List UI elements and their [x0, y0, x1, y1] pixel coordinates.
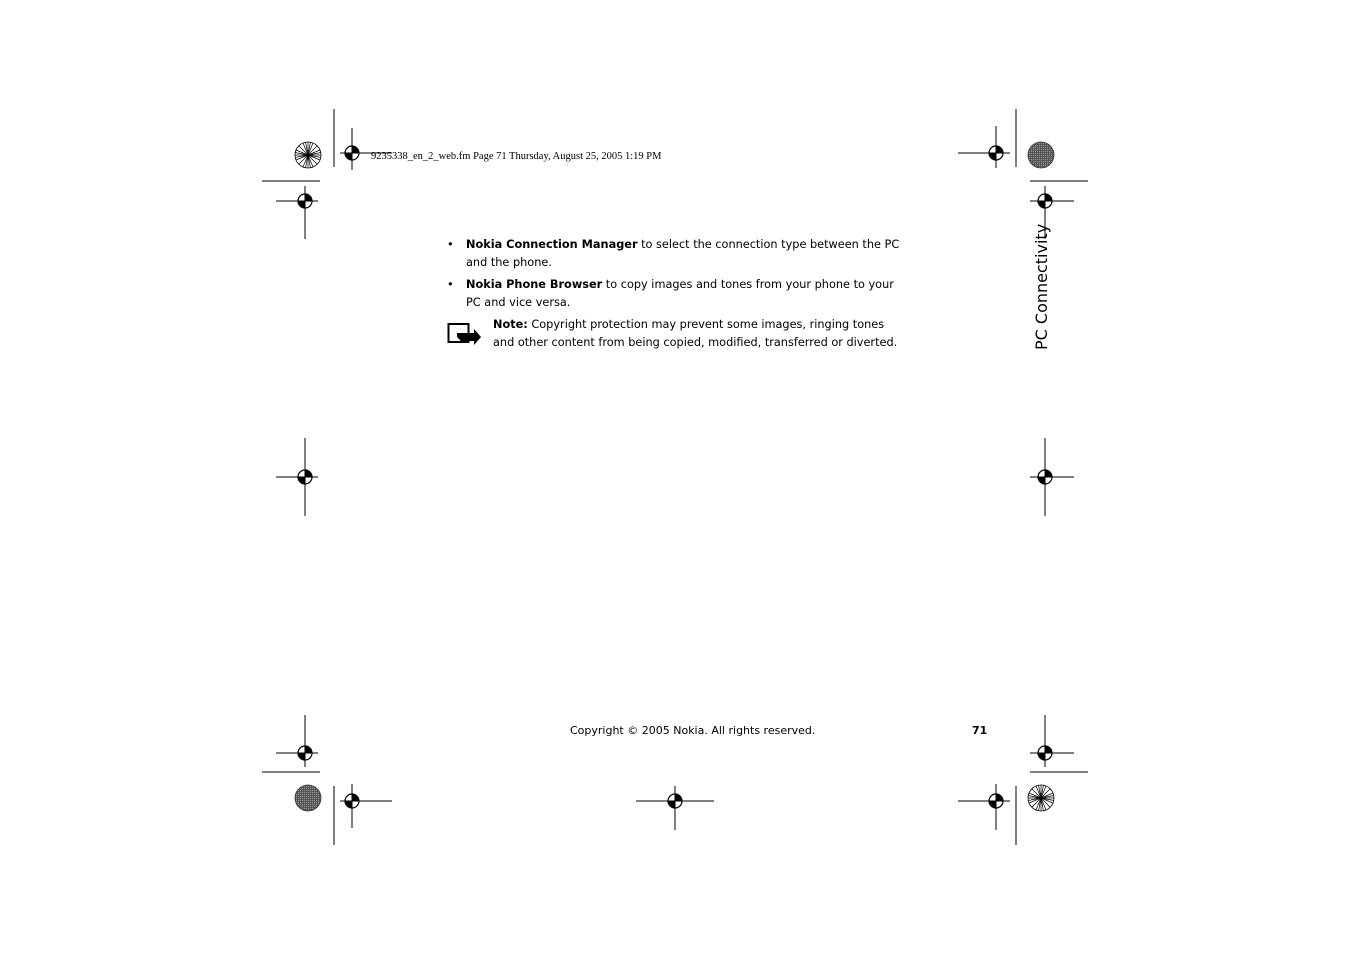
- bullet-description: to select the connection type between the PC and the phone.: [466, 238, 900, 269]
- bullet-term: Nokia Connection Manager: [466, 238, 638, 251]
- bullet-item-connection-manager: [447, 236, 902, 272]
- bullet-description: to copy images and tones from your phone to your PC and vice versa.: [466, 278, 894, 309]
- note-label: Note:: [493, 318, 528, 331]
- bullet-symbol: •: [447, 278, 454, 291]
- note-text: Copyright protection may prevent some images, ringing tones and other content from being copied, modified, transferred or diverted.: [493, 318, 898, 349]
- note-hand-icon: [447, 320, 483, 346]
- bullet-symbol: •: [447, 238, 454, 251]
- section-title-vertical: PC Connectivity: [1032, 223, 1051, 350]
- page-number: 71: [972, 724, 988, 737]
- copyright-note: [447, 316, 902, 352]
- bullet-item-phone-browser: [447, 276, 902, 312]
- copyright-footer: Copyright © 2005 Nokia. All rights reserved.: [570, 724, 816, 737]
- bullet-term: Nokia Phone Browser: [466, 278, 603, 291]
- file-info-header: 9235338_en_2_web.fm Page 71 Thursday, August 25, 2005 1:19 PM: [371, 151, 662, 162]
